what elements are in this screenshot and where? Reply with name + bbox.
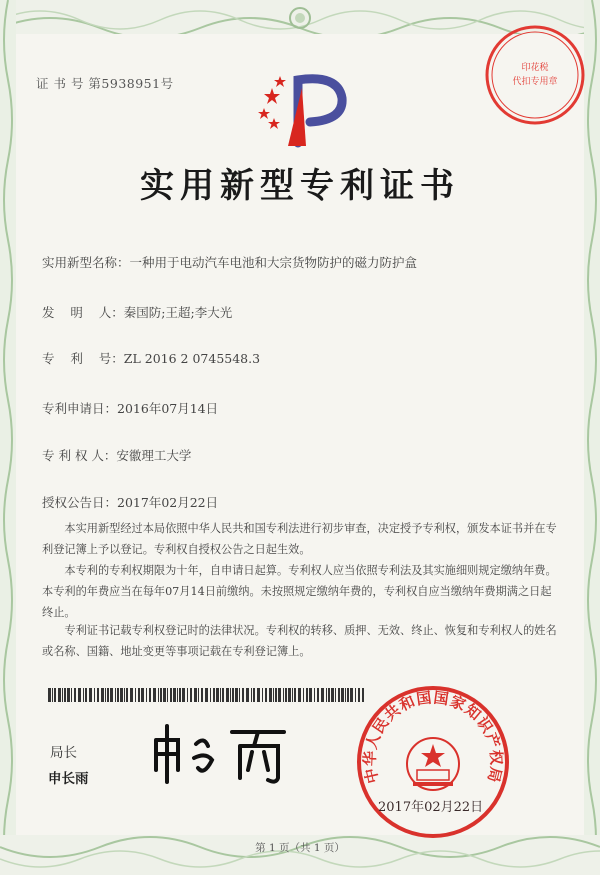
tax-stamp-seal-icon — [480, 20, 590, 130]
director-title: 局长 — [50, 745, 77, 761]
model-name-label: 实用新型名称： — [42, 255, 130, 270]
certificate-number: 证 书 号 第5938951号 — [36, 76, 174, 91]
body-paragraph: 本专利的专利权期限为十年，自申请日起算。专利权人应当依照专利法及其实施细则规定缴纳年费。本专利的年费应当在每年07月14日前缴纳。未按照规定缴纳年费的，专利权自应当缴纳年费期满之日起终止。 — [42, 564, 557, 619]
filing-date-value: 2016年07月14日 — [117, 401, 219, 416]
page-number: 第 1 页（共 1 页） — [255, 842, 345, 854]
announce-date-label: 授权公告日： — [42, 495, 118, 510]
body-paragraph: 本实用新型经过本局依照中华人民共和国专利法进行初步审查，决定授予专利权，颁发本证书并在专利登记簿上予以登记。专利权自授权公告之日起生效。 — [42, 522, 557, 556]
patent-number-row — [42, 349, 260, 367]
patentee-value: 安徽理工大学 — [116, 448, 192, 463]
big-seal-text: 中华人民共和国国家知识产权局 — [360, 688, 506, 786]
patent-number-value: ZL 2016 2 0745548.3 — [123, 351, 261, 366]
page-title: 实用新型专利证书 — [140, 166, 460, 206]
patent-office-logo-icon — [258, 68, 353, 148]
filing-date-label: 专利申请日： — [42, 401, 118, 416]
body-paragraph: 专利证书记载专利权登记时的法律状况。专利权的转移、质押、无效、终止、恢复和专利权人的姓名或名称、国籍、地址变更等事项记载在专利登记簿上。 — [42, 624, 557, 658]
seal-date: 2017年02月22日 — [378, 800, 484, 815]
right-border-ornament — [584, 0, 600, 875]
announce-date-value: 2017年02月22日 — [117, 495, 219, 510]
model-name-value: 一种用于电动汽车电池和大宗货物防护的磁力防护盒 — [129, 255, 418, 270]
left-border-ornament — [0, 0, 16, 875]
model-name-row — [42, 253, 417, 271]
inventor-value: 秦国防;王超;李大光 — [123, 305, 233, 320]
announce-date-row — [42, 493, 218, 511]
patent-number-label: 专 利 号： — [42, 351, 124, 366]
patentee-row — [42, 446, 191, 464]
svg-text:印花税: 印花税 — [521, 63, 549, 73]
director-name: 申长雨 — [48, 771, 89, 787]
inventor-label: 发 明 人： — [42, 305, 124, 320]
state-ip-office-seal-icon — [355, 684, 511, 840]
inventor-row — [42, 303, 232, 321]
svg-text:代扣专用章: 代扣专用章 — [512, 77, 558, 87]
signature-icon — [148, 718, 298, 788]
patentee-label: 专 利 权 人： — [42, 448, 117, 463]
filing-date-row — [42, 399, 218, 417]
barcode-icon — [48, 688, 364, 702]
